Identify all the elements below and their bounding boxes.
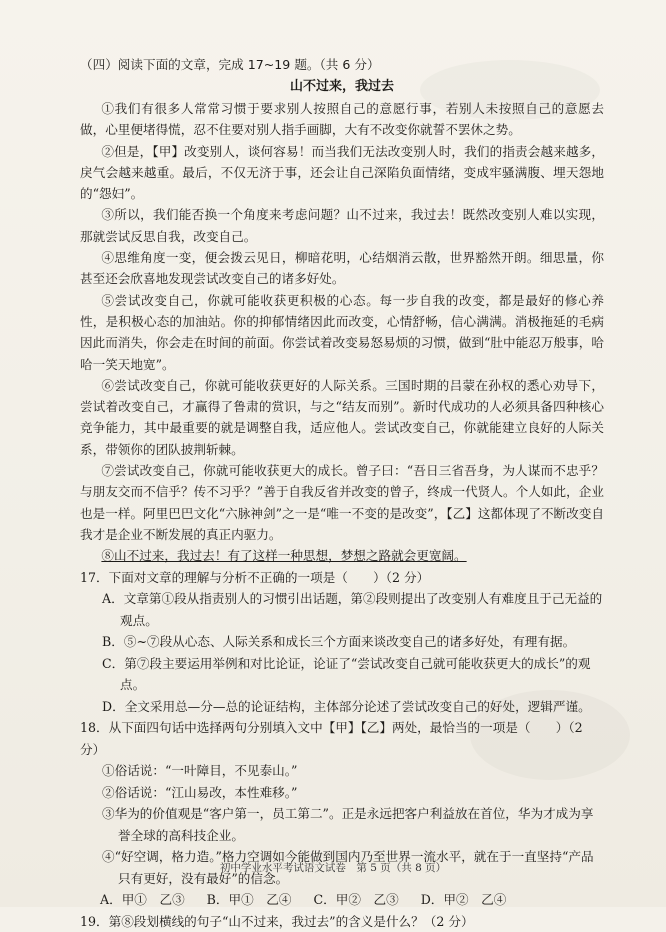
question-17-option-a: A．文章第①段从指责别人的习惯引出话题，第②段则提出了改变别人有难度且于己无益的观点。 <box>102 591 603 628</box>
question-18-choice-b: B．甲① 乙④ <box>206 892 292 908</box>
question-17-option-b: B．⑤~⑦段从心态、人际关系和成长三个方面来谈改变自己的诸多好处，有理有据。 <box>102 634 576 650</box>
question-18-sentence-1: ①俗话说：“一叶障目，不见泰山。” <box>102 763 298 779</box>
paragraph-7: ⑦尝试改变自己，你就可能收获更大的成长。曾子曰：“吾日三省吾身，为人谋而不忠乎？与朋友交而不信乎？传不习乎？”善于自我反省并改变的曾子，终成一代贤人。个人如此，企业也是一样。阿里巴巴文化“六脉神剑”之一是“唯一不变的是改变”，【乙】这都体现了不断改变自我才是企业不断发展的真正内驱力。 <box>80 463 604 542</box>
question-18-choices <box>100 889 604 911</box>
question-17-option-d: D．全文采用总—分—总的论证结构，主体部分论述了尝试改变自己的好处，逻辑严谨。 <box>102 698 591 714</box>
question-18-sentence-3: ③华为的价值观是“客户第一，员工第二”。正是永远把客户利益放在首位，华为才成为享誉全球的高科技企业。 <box>102 806 594 843</box>
article-title: 山不过来，我过去 <box>289 79 394 94</box>
question-18-choice-a: A．甲① 乙③ <box>100 892 185 908</box>
question-18-sentence-4: ④“好空调，格力造。”格力空调如今能做到国内乃至世界一流水平，就在于一直坚持“产品只有更好，没有最好”的信念。 <box>102 849 594 886</box>
question-18-choice-c: C．甲② 乙③ <box>313 892 399 908</box>
paper-smudge <box>470 690 630 780</box>
question-17-stem: 17．下面对文章的理解与分析不正确的一项是（ ）（2 分） <box>80 569 430 585</box>
paper-smudge <box>420 60 600 120</box>
paragraph-8: ⑧山不过来，我过去！有了这样一种思想，梦想之路就会更宽阔。 <box>101 548 467 564</box>
question-18-stem: 18．从下面四句话中选择两句分别填入文中【甲】【乙】两处，最恰当的一项是（ ）（2 分） <box>80 720 583 757</box>
question-18-sentence-2: ②俗话说：“江山易改，本性难移。” <box>102 784 298 800</box>
paragraph-2: ②但是，【甲】改变别人，谈何容易！而当我们无法改变别人时，我们的指责会越来越多，戾气会越来越重。最后，不仅无济于事，还会让自己深陷负面情绪，变成牢骚满腹、埋天怨地的“怨妇”。 <box>80 143 604 202</box>
paragraph-6: ⑥尝试改变自己，你就可能收获更好的人际关系。三国时期的吕蒙在孙权的悉心劝导下，尝试着改变自己，才赢得了鲁肃的赏识，与之“结友而别”。新时代成功的人必须具备四种核心竞争能力，其中最重要的就是调整自我，适应他人。尝试改变自己，你就能建立良好的人际关系，带领你的团队披荆斩棘。 <box>80 377 604 457</box>
question-19 <box>80 911 604 932</box>
paragraph-4: ④思维角度一变，便会拨云见日，柳暗花明，心结烟消云散，世界豁然开朗。细思量，你甚至还会欣喜地发现尝试改变自己的诸多好处。 <box>80 250 604 287</box>
question-17-option-c: C．第⑦段主要运用举例和对比论证，论证了“尝试改变自己就可能收获更大的成长”的观点。 <box>102 655 591 693</box>
paragraph-5: ⑤尝试改变自己，你就可能收获更积极的心态。每一步自我的改变，都是最好的修心养性，是积极心态的加油站。你的抑郁情绪因此而改变，心情舒畅，信心满满。消极拖延的毛病因此而消失，你会走在时间的前面。你尝试着改变易怒易烦的习惯，做到“肚中能忍万般事，哈哈一笑天地宽”。 <box>80 292 604 372</box>
section-heading: （四）阅读下面的文章，完成 17~19 题。（共 6 分） <box>80 57 380 72</box>
page-footer: 初中学业水平考试语文试卷 第 5 页（共 8 页） <box>219 862 447 874</box>
paragraph-1: ①我们有很多人常常习惯于要求别人按照自己的意愿行事，若别人未按照自己的意愿去做，心里便堵得慌，忍不住要对别人指手画脚，大有不改变你就誓不罢休之势。 <box>80 101 604 138</box>
question-18-choice-d: D．甲② 乙④ <box>420 892 507 908</box>
question-19-stem: 19．第⑧段划横线的句子“山不过来，我过去”的含义是什么？（2 分） <box>80 913 474 929</box>
paragraph-3: ③所以，我们能否换一个角度来考虑问题？山不过来，我过去！既然改变别人难以实现，那就尝试反思自我，改变自己。 <box>80 207 604 244</box>
article-body <box>80 98 604 567</box>
